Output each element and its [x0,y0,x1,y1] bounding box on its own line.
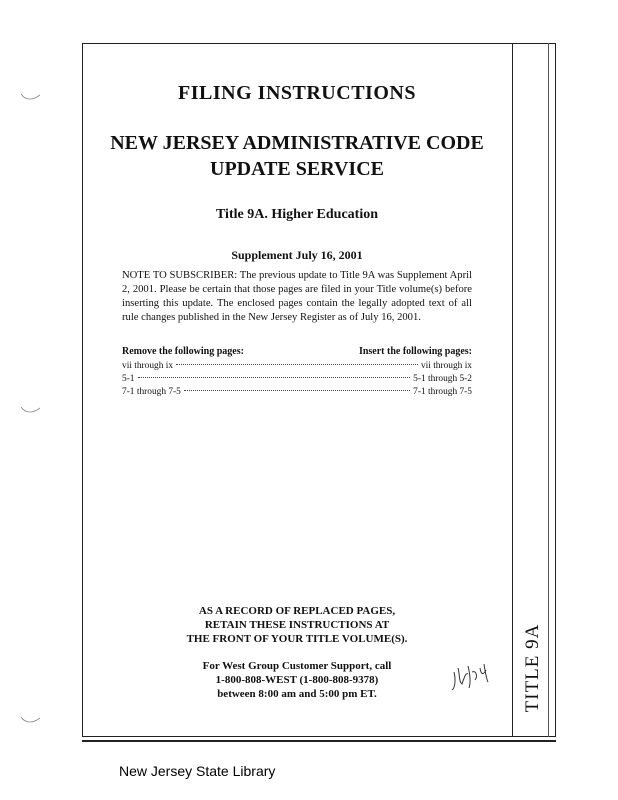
insert-pages-header: Insert the following pages: [358,346,472,357]
library-caption: New Jersey State Library [119,763,276,779]
support-line1: For West Group Customer Support, call [202,660,392,672]
insert-pages-cell: 7-1 through 7-5 [413,387,472,397]
filing-instructions-heading: FILING INSTRUCTIONS [178,82,416,104]
supplement-date: Supplement July 16, 2001 [231,248,363,262]
table-row [122,360,472,373]
pages-table [122,346,472,399]
title-tab-label: TITLE 9A [522,623,543,713]
title-subject: Title 9A. Higher Education [215,207,379,222]
dot-leader [184,390,410,391]
margin-tick-mark [20,92,42,102]
remove-pages-cell: 5-1 [122,374,135,384]
record-notice [82,604,512,646]
remove-pages-cell: vii through ix [122,361,174,371]
remove-pages-header: Remove the following pages: [122,346,244,357]
margin-tick-mark [20,715,42,725]
margin-tick-mark [20,405,42,415]
insert-pages-cell: vii through ix [420,361,472,371]
table-row [122,373,472,386]
insert-pages-cell: 5-1 through 5-2 [413,374,472,384]
table-row [122,386,472,399]
dot-leader [176,364,418,365]
subscriber-note: NOTE TO SUBSCRIBER: The previous update to Title 9A was Supplement April 2, 2001. Please be certain that those pages are filed in your Title volume(s) before inserting this update. The enclosed pages contain the legally adopted text of all rule changes published in the New Jersey Register as of July 16, 2001. [122,270,472,323]
remove-pages-cell: 7-1 through 7-5 [122,387,181,397]
record-notice-line3: THE FRONT OF YOUR TITLE VOLUME(S). [186,633,408,645]
support-hours: between 8:00 am and 5:00 pm ET. [217,688,377,700]
bottom-rule [82,740,556,742]
tab-divider-line [512,43,513,737]
dot-leader [138,377,411,378]
code-title-line1: NEW JERSEY ADMINISTRATIVE CODE [110,132,484,154]
record-notice-line1: AS A RECORD OF REPLACED PAGES, [198,605,396,617]
handwritten-initials [450,660,492,696]
record-notice-line2: RETAIN THESE INSTRUCTIONS AT [204,619,390,631]
support-phone: 1-800-808-WEST (1-800-808-9378) [215,674,379,686]
code-title-line2: UPDATE SERVICE [210,158,384,180]
tab-edge-line [548,43,549,737]
pages-table-header [122,346,472,357]
customer-support-notice [82,659,512,701]
code-title [82,130,512,182]
